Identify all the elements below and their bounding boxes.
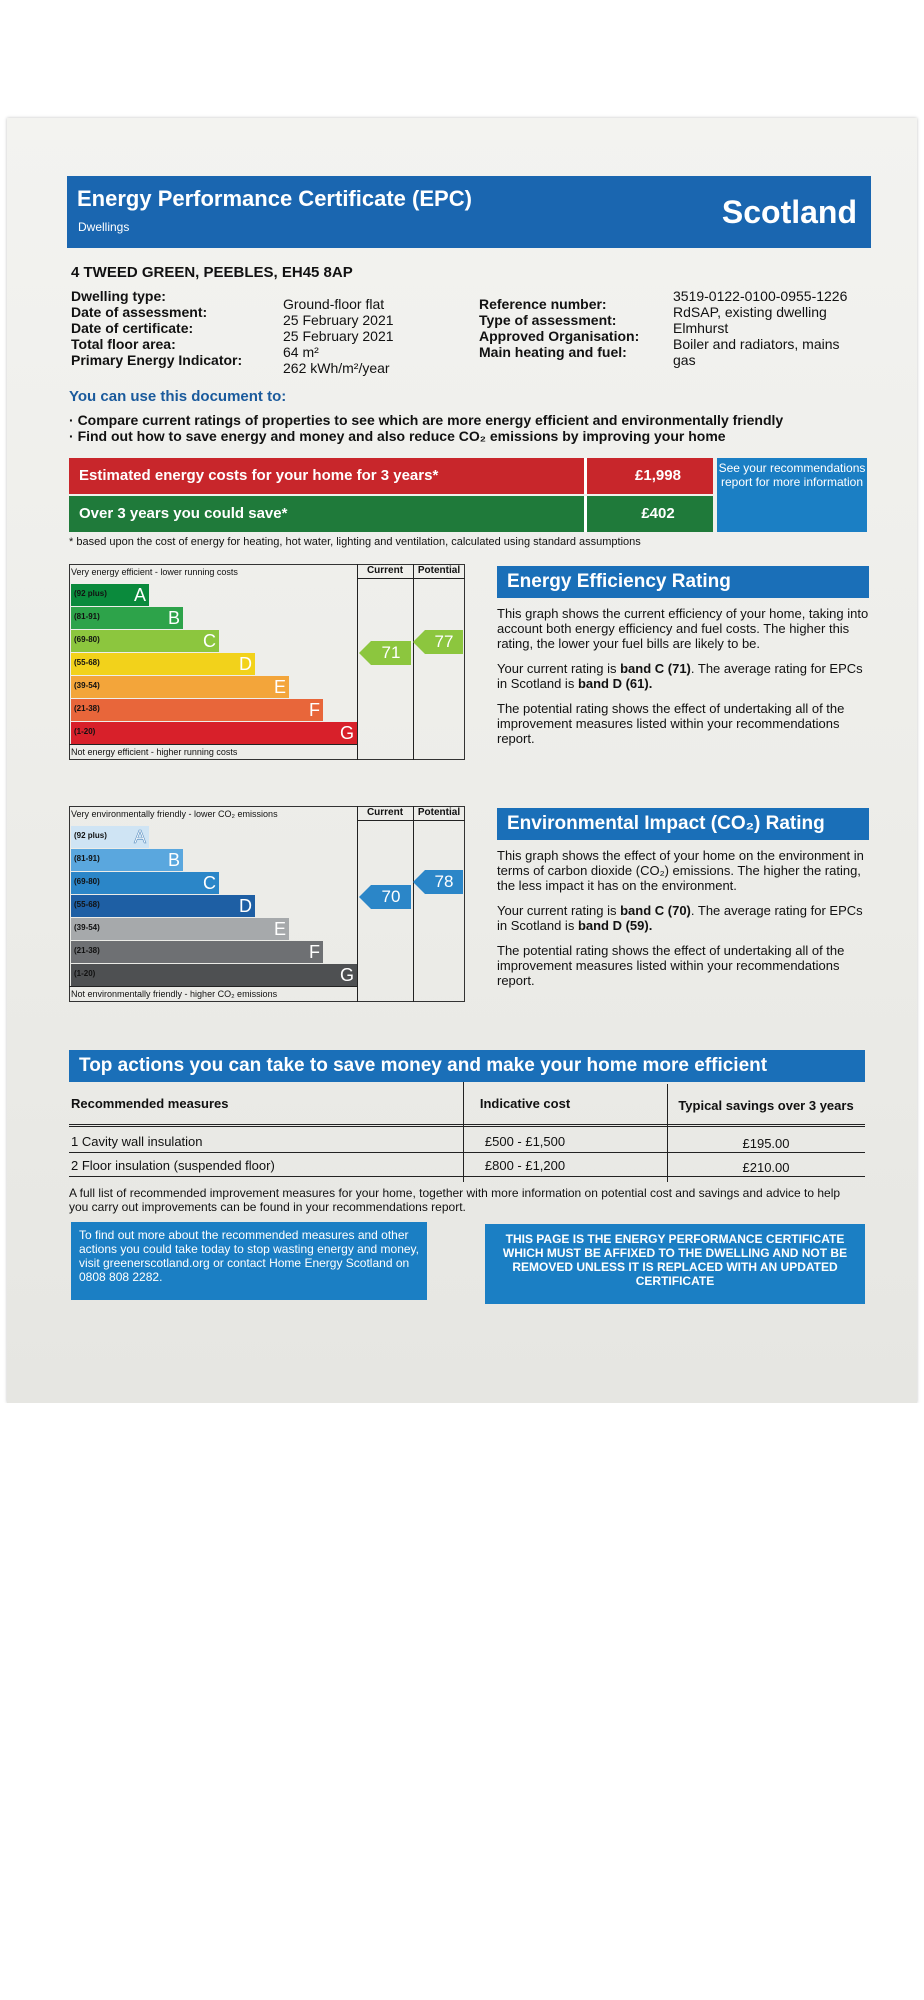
detail-value: 64 m² <box>283 344 319 360</box>
use-item: · Find out how to save energy and money and also reduce CO₂ emissions by improving your home <box>69 428 726 444</box>
potential-savings-value: £402 <box>641 505 675 522</box>
detail-label: Dwelling type: <box>71 288 166 304</box>
env-para-3: The potential rating shows the effect of undertaking all of the improvement measures listed within your recommendations report. <box>497 943 845 988</box>
document-subtitle: Dwellings <box>78 220 130 234</box>
rating-band-b <box>71 607 183 629</box>
row-separator <box>584 458 587 494</box>
rating-band-e <box>71 676 289 698</box>
band-letter: F <box>309 942 320 962</box>
energy-rating-text <box>497 606 871 746</box>
band-range: (81-91) <box>74 612 100 621</box>
environmental-rating-text <box>497 848 871 988</box>
epc-document <box>7 118 917 1403</box>
rating-band-d <box>71 653 255 675</box>
detail-value: 25 February 2021 <box>283 328 394 344</box>
rating-band-a <box>71 584 149 606</box>
text-fragment: Your current rating is <box>497 661 621 676</box>
detail-label: Date of certificate: <box>71 320 194 336</box>
potential-savings-label: Over 3 years you could save* <box>79 505 288 522</box>
band-letter: D <box>239 654 252 674</box>
potential-column-header: Potential <box>417 807 461 818</box>
document-title: Energy Performance Certificate (EPC) <box>77 186 472 211</box>
band-letter: E <box>273 919 286 939</box>
text-fragment: . The average rating for EPCs in Scotland is <box>497 903 863 933</box>
band-letter: E <box>273 677 286 697</box>
actions-note: A full list of recommended improvement measures for your home, together with more information on potential cost and savings and advice to help you carry out improvements can be found in your recommendations report. <box>69 1186 841 1214</box>
see-recommendations-box: See your recommendations report for more information <box>717 458 867 532</box>
energy-para-2 <box>497 661 871 691</box>
potential-column-header: Potential <box>417 565 461 576</box>
use-item-text: Find out how to save energy and money and also reduce CO₂ emissions by improving your home <box>77 428 726 444</box>
more-info-box: To find out more about the recommended measures and other actions you could take today to stop wasting energy and money, visit greenerscotland.org or contact Home Energy Scotland on 0808 808 2282. <box>71 1222 427 1300</box>
current-column-header: Current <box>366 807 404 818</box>
current-energy-rating-arrow: 71 <box>371 641 411 665</box>
details-left-labels <box>71 288 291 368</box>
measure-saving: £195.00 <box>742 1136 790 1151</box>
col-typical-savings: Typical savings over 3 years <box>678 1098 854 1113</box>
detail-value: RdSAP, existing dwelling <box>673 304 827 320</box>
rating-band-d <box>71 895 255 917</box>
rating-band-f <box>71 941 323 963</box>
measure-name: 2 Floor insulation (suspended floor) <box>71 1158 275 1173</box>
band-letter: C <box>203 631 216 651</box>
table-row-line <box>69 1176 865 1177</box>
energy-para-3: The potential rating shows the effect of undertaking all of the improvement measures listed within your recommendations report. <box>497 701 845 746</box>
property-address: 4 TWEED GREEN, PEEBLES, EH45 8AP <box>71 264 353 281</box>
table-header-line <box>69 1126 865 1127</box>
band-letter: F <box>309 700 320 720</box>
uses-list <box>69 412 869 444</box>
band-range: (55-68) <box>74 658 100 667</box>
detail-label: Total floor area: <box>71 336 176 352</box>
detail-value: Ground-floor flat <box>283 296 385 312</box>
detail-value: Boiler and radiators, mains <box>673 336 840 352</box>
detail-label: Approved Organisation: <box>479 328 640 344</box>
rating-band-c <box>71 630 219 652</box>
detail-value: Elmhurst <box>673 320 729 336</box>
band-range: (55-68) <box>74 900 100 909</box>
use-item: · Compare current ratings of properties to see which are more energy efficient and environmentally friendly <box>69 412 784 428</box>
detail-value: 3519-0122-0100-0955-1226 <box>673 288 848 304</box>
potential-environmental-rating-arrow: 78 <box>425 870 463 894</box>
rating-band-g <box>71 964 357 986</box>
detail-label: Type of assessment: <box>479 312 617 328</box>
use-item-text: Compare current ratings of properties to see which are more energy efficient and environmentally friendly <box>77 412 784 428</box>
chart-top-label: Very environmentally friendly - lower CO₂ emissions <box>71 809 278 819</box>
environmental-impact-chart <box>69 806 465 1002</box>
detail-value: 262 kWh/m²/year <box>283 360 390 376</box>
environmental-rating-title: Environmental Impact (CO₂) Rating <box>497 808 869 840</box>
table-divider <box>463 1082 464 1182</box>
env-para-2 <box>497 903 871 933</box>
band-range: (81-91) <box>74 854 100 863</box>
actions-table <box>69 1082 865 1182</box>
current-band-text: band C (71) <box>620 661 691 676</box>
costs-footnote: * based upon the cost of energy for heating, hot water, lighting and ventilation, calculated using standard assumptions <box>69 536 641 548</box>
chart-bottom-label: Not environmentally friendly - higher CO₂ emissions <box>71 989 278 999</box>
detail-value: 25 February 2021 <box>283 312 394 328</box>
chart-bottom-line <box>69 986 357 987</box>
details-left-values <box>283 296 443 376</box>
env-para-1: This graph shows the effect of your home on the environment in terms of carbon dioxide (CO₂) emissions. The higher the rating, the less impact it has on the environment. <box>497 848 864 893</box>
country-label: Scotland <box>721 194 857 230</box>
detail-value: gas <box>673 352 696 368</box>
band-range: (92 plus) <box>74 831 107 840</box>
potential-savings-row <box>69 496 713 532</box>
measure-cost: £500 - £1,500 <box>484 1134 566 1149</box>
band-letter: G <box>339 965 354 985</box>
table-header-line <box>69 1124 865 1125</box>
estimated-costs-row <box>69 458 713 494</box>
top-actions-title: Top actions you can take to save money and make your home more efficient <box>69 1050 865 1082</box>
text-fragment: Your current rating is <box>497 903 621 918</box>
energy-rating-title: Energy Efficiency Rating <box>497 566 869 598</box>
rating-band-a <box>71 826 149 848</box>
band-letter: B <box>167 850 180 870</box>
detail-label: Date of assessment: <box>71 304 208 320</box>
bottom-margin <box>0 1403 924 2000</box>
current-environmental-rating-arrow: 70 <box>371 885 411 909</box>
details-right-labels <box>479 296 679 360</box>
energy-efficiency-chart <box>69 564 465 760</box>
rating-band-f <box>71 699 323 721</box>
average-band-text: band D (61). <box>577 676 653 691</box>
estimated-costs-value: £1,998 <box>635 467 681 484</box>
band-range: (39-54) <box>74 681 100 690</box>
certificate-notice-box: THIS PAGE IS THE ENERGY PERFORMANCE CERTIFICATE WHICH MUST BE AFFIXED TO THE DWELLING AND NOT BE REMOVED UNLESS IT IS REPLACED WITH AN UPDATED CERTIFICATE <box>485 1224 865 1304</box>
band-range: (92 plus) <box>74 589 107 598</box>
top-margin <box>0 0 924 118</box>
band-letter: B <box>167 608 180 628</box>
band-letter: D <box>239 896 252 916</box>
row-separator <box>584 496 587 532</box>
band-range: (21-38) <box>74 946 100 955</box>
measure-cost: £800 - £1,200 <box>484 1158 566 1173</box>
current-column-header: Current <box>366 565 404 576</box>
uses-title: You can use this document to: <box>69 388 287 405</box>
table-row-line <box>69 1152 865 1153</box>
epc-header <box>67 176 871 248</box>
band-range: (21-38) <box>74 704 100 713</box>
col-recommended-measures: Recommended measures <box>71 1096 229 1111</box>
band-letter: C <box>203 873 216 893</box>
current-band-text: band C (70) <box>620 903 691 918</box>
chart-top-label: Very energy efficient - lower running costs <box>71 567 238 577</box>
estimated-costs-label: Estimated energy costs for your home for 3 years* <box>79 467 439 484</box>
potential-energy-rating-arrow: 77 <box>425 630 463 654</box>
chart-bottom-label: Not energy efficient - higher running costs <box>71 747 238 757</box>
chart-header-line <box>357 578 465 579</box>
rating-band-g <box>71 722 357 744</box>
chart-divider <box>413 806 414 1002</box>
chart-bottom-line <box>69 744 357 745</box>
chart-divider <box>357 806 358 1002</box>
chart-divider <box>413 564 414 760</box>
energy-para-1: This graph shows the current efficiency of your home, taking into account both energy efficiency and fuel costs. The higher this rating, the lower your fuel bills are likely to be. <box>497 606 869 651</box>
band-range: (69-80) <box>74 635 100 644</box>
chart-header-line <box>357 820 465 821</box>
detail-label: Primary Energy Indicator: <box>71 352 243 368</box>
chart-divider <box>357 564 358 760</box>
details-right-values <box>673 288 873 368</box>
band-letter: A <box>133 585 146 605</box>
col-indicative-cost: Indicative cost <box>479 1096 571 1111</box>
average-band-text: band D (59). <box>577 918 653 933</box>
rating-band-e <box>71 918 289 940</box>
band-range: (39-54) <box>74 923 100 932</box>
measure-name: 1 Cavity wall insulation <box>71 1134 203 1149</box>
rating-band-b <box>71 849 183 871</box>
text-fragment: . The average rating for EPCs in Scotland is <box>497 661 863 691</box>
rating-band-c <box>71 872 219 894</box>
detail-label: Reference number: <box>479 296 607 312</box>
measure-saving: £210.00 <box>742 1160 790 1175</box>
band-letter: A <box>133 827 146 847</box>
band-range: (1-20) <box>74 727 96 736</box>
band-letter: G <box>339 723 354 743</box>
band-range: (1-20) <box>74 969 96 978</box>
band-range: (69-80) <box>74 877 100 886</box>
detail-label: Main heating and fuel: <box>479 344 627 360</box>
